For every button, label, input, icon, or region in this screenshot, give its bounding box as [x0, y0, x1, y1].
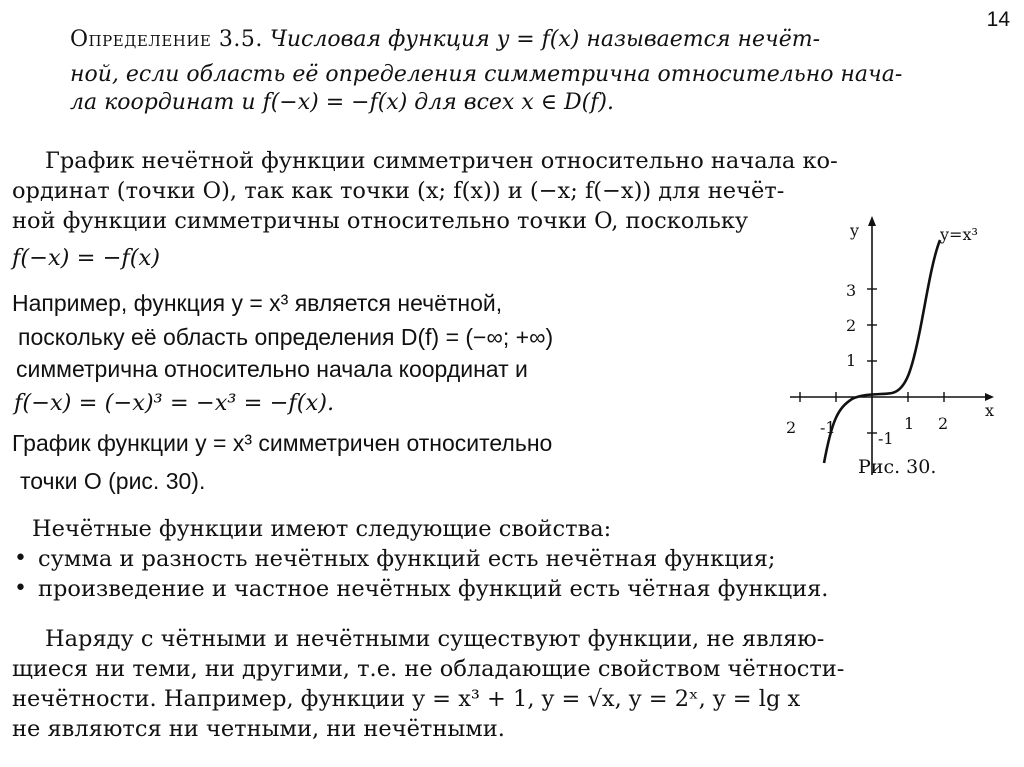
properties-intro: Нечётные функции имеют следующие свойства:	[32, 516, 612, 542]
paragraph1-line-3: ной функции симметричны относительно точки O, поскольку	[12, 208, 749, 234]
definition-text-1: Числовая функция y = f(x) называется нечёт-	[269, 27, 821, 52]
paragraph2-line-6: точки O (рис. 30).	[20, 468, 206, 494]
paragraph2-line-1: Например, функция y = x³ является нечётной,	[12, 290, 503, 316]
paragraph2-line-2: поскольку её область определения D(f) = (−∞; +∞)	[18, 324, 554, 350]
paragraph1-line-2: ординат (точки O), так как точки (x; f(x)) и (−x; f(−x)) для нечёт-	[12, 178, 785, 204]
x-tick-label: 2	[786, 418, 797, 437]
y-axis-label: y	[850, 221, 860, 240]
bullet-icon: •	[14, 546, 27, 571]
definition-lead: Определение 3.5.	[70, 27, 263, 52]
property-item: произведение и частное нечётных функций есть чётная функция.	[38, 576, 829, 602]
definition-line-1	[70, 27, 820, 53]
paragraph3-line-1: Наряду с чётными и нечётными существуют функции, не являю-	[45, 626, 825, 652]
paragraph3-line-2: щиеся ни теми, ни другими, т.е. не обладающие свойством чётности-	[12, 656, 845, 682]
paragraph3-line-4: не являются ни четными, ни нечётными.	[12, 716, 505, 742]
y-axis-arrow-icon	[868, 216, 876, 226]
paragraph1-line-1: График нечётной функции симметричен относительно начала ко-	[45, 148, 838, 174]
paragraph3-line-3: нечётности. Например, функции y = x³ + 1, y = √x, y = 2ˣ, y = lg x	[12, 686, 801, 712]
x-tick-label: -1	[820, 418, 836, 437]
bullet-icon: •	[14, 576, 27, 601]
y-tick-label: 3	[846, 281, 857, 300]
y-tick-label: -1	[878, 429, 894, 448]
property-item: сумма и разность нечётных функций есть нечётная функция;	[38, 546, 776, 572]
x-axis-label: x	[985, 401, 995, 420]
figure-caption: Рис. 30.	[858, 456, 937, 478]
x-axis-arrow-icon	[985, 393, 994, 401]
paragraph2-line-3: симметрична относительно начала координат и	[16, 356, 528, 382]
x-tick-label: 2	[938, 414, 949, 433]
y-tick-label: 2	[846, 316, 857, 335]
curve-label: y=x³	[940, 225, 978, 244]
paragraph2-line-5: График функции y = x³ симметричен относительно	[12, 430, 553, 456]
definition-line-2: ной, если область её определения симметрична относительно нача-	[70, 62, 903, 87]
paragraph1-line-4: f(−x) = −f(x)	[12, 245, 161, 271]
definition-line-3: ла координат и f(−x) = −f(x) для всех x ∈ D(f).	[70, 90, 614, 115]
cubic-function-figure	[780, 210, 1010, 485]
paragraph2-line-4: f(−x) = (−x)³ = −x³ = −f(x).	[14, 390, 335, 416]
x-tick-label: 1	[904, 414, 915, 433]
page-number: 14	[986, 8, 1010, 31]
y-tick-label: 1	[846, 351, 857, 370]
